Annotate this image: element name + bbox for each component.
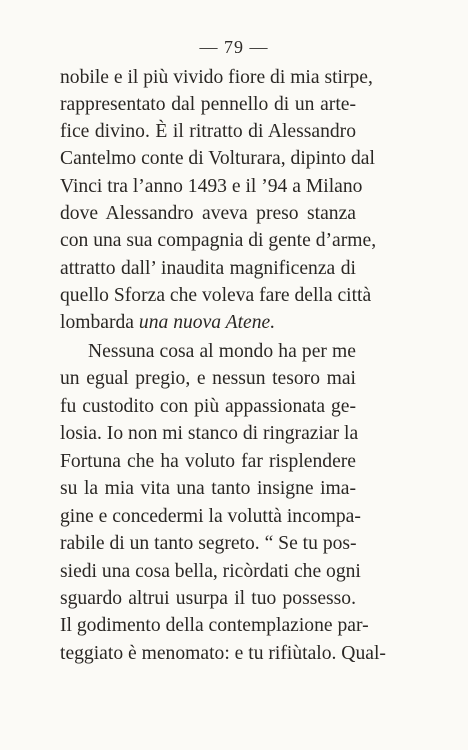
text-line-10-prefix: lombarda (60, 312, 134, 333)
text-line-7: con una sua compagnia di gente d’arme, (60, 230, 377, 251)
text-line-8: attratto dall’ inaudita magnificenza di (60, 258, 356, 279)
text-line-5: Vinci tra l’anno 1493 e il ’94 a Milano (60, 176, 363, 197)
text-line-3: fice divino. È il ritratto di Alessandro (60, 121, 356, 142)
italic-phrase: una nuova Atene. (138, 312, 276, 333)
text-line-10 (60, 311, 356, 335)
text-line-13: fu custodito con più appassionata ge- (60, 396, 356, 417)
text-line-14: losia. Io non mi stanco di ringraziar la (60, 423, 359, 444)
text-line-6: dove Alessandro aveva preso stanza (60, 203, 356, 224)
text-line-12: un egual pregio, e nessun tesoro mai (60, 368, 356, 389)
paragraph-start-line: Nessuna cosa al mondo ha per me (88, 341, 356, 362)
text-line-1: nobile e il più vivido fiore di mia stirpe, (60, 67, 373, 88)
text-line-9: quello Sforza che voleva fare della città (60, 285, 372, 306)
text-line-18: rabile di un tanto segreto. “ Se tu pos- (60, 533, 357, 554)
text-line-16: su la mia vita una tanto insigne ima- (60, 478, 356, 499)
text-line-19: siedi una cosa bella, ricòrdati che ogni (60, 561, 361, 582)
text-line-4: Cantelmo conte di Volturara, dipinto dal (60, 148, 375, 169)
text-line-20: sguardo altrui usurpa il tuo possesso. (60, 588, 356, 609)
text-line-15: Fortuna che ha voluto far risplendere (60, 451, 356, 472)
text-line-22: teggiato è menomato: e tu rifiùtalo. Qual- (60, 643, 386, 664)
text-line-2: rappresentato dal pennello di un arte- (60, 94, 356, 115)
text-line-21: Il godimento della contemplazione par- (60, 615, 369, 636)
text-line-17: gine e concedermi la voluttà incompa- (60, 506, 361, 527)
page-number: — 79 — (199, 37, 269, 57)
